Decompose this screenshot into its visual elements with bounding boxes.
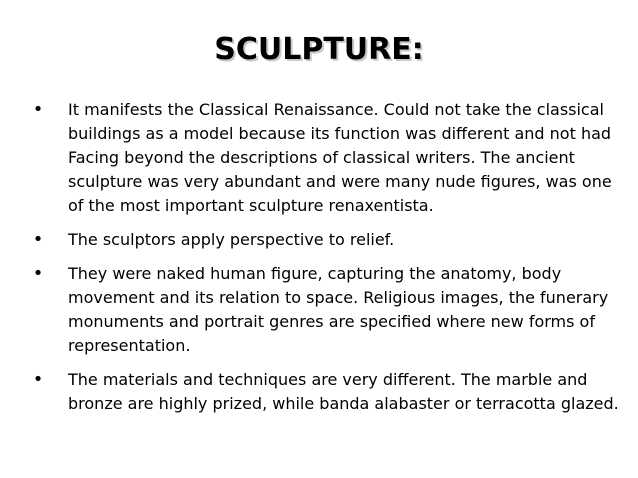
bullet-text: The sculptors apply perspective to relief. xyxy=(68,230,395,249)
bullet-item xyxy=(28,262,626,358)
bullet-item xyxy=(28,368,626,416)
bullet-text: The materials and techniques are very different. The marble and bronze are highly prized, while banda alabaster or terracotta glazed. xyxy=(68,370,619,413)
bullet-item xyxy=(28,98,626,218)
bullet-text: It manifests the Classical Renaissance. Could not take the classical buildings as a model because its function was different and not had Facing beyond the descriptions of classical writers. The ancient sculpture was very abundant and were many nude figures, was one of the most important sculpture renaxentista. xyxy=(68,100,612,215)
bullet-dot-icon: • xyxy=(32,229,44,250)
bullet-dot-icon: • xyxy=(32,369,44,390)
bullet-dot-icon: • xyxy=(32,263,44,284)
bullet-list xyxy=(28,98,626,426)
bullet-item xyxy=(28,228,626,252)
bullet-text: They were naked human figure, capturing the anatomy, body movement and its relation to space. Religious images, the funerary monuments and portrait genres are specified where new forms of representation. xyxy=(68,264,609,355)
bullet-dot-icon: • xyxy=(32,99,44,120)
slide-title: SCULPTURE: xyxy=(214,32,424,67)
